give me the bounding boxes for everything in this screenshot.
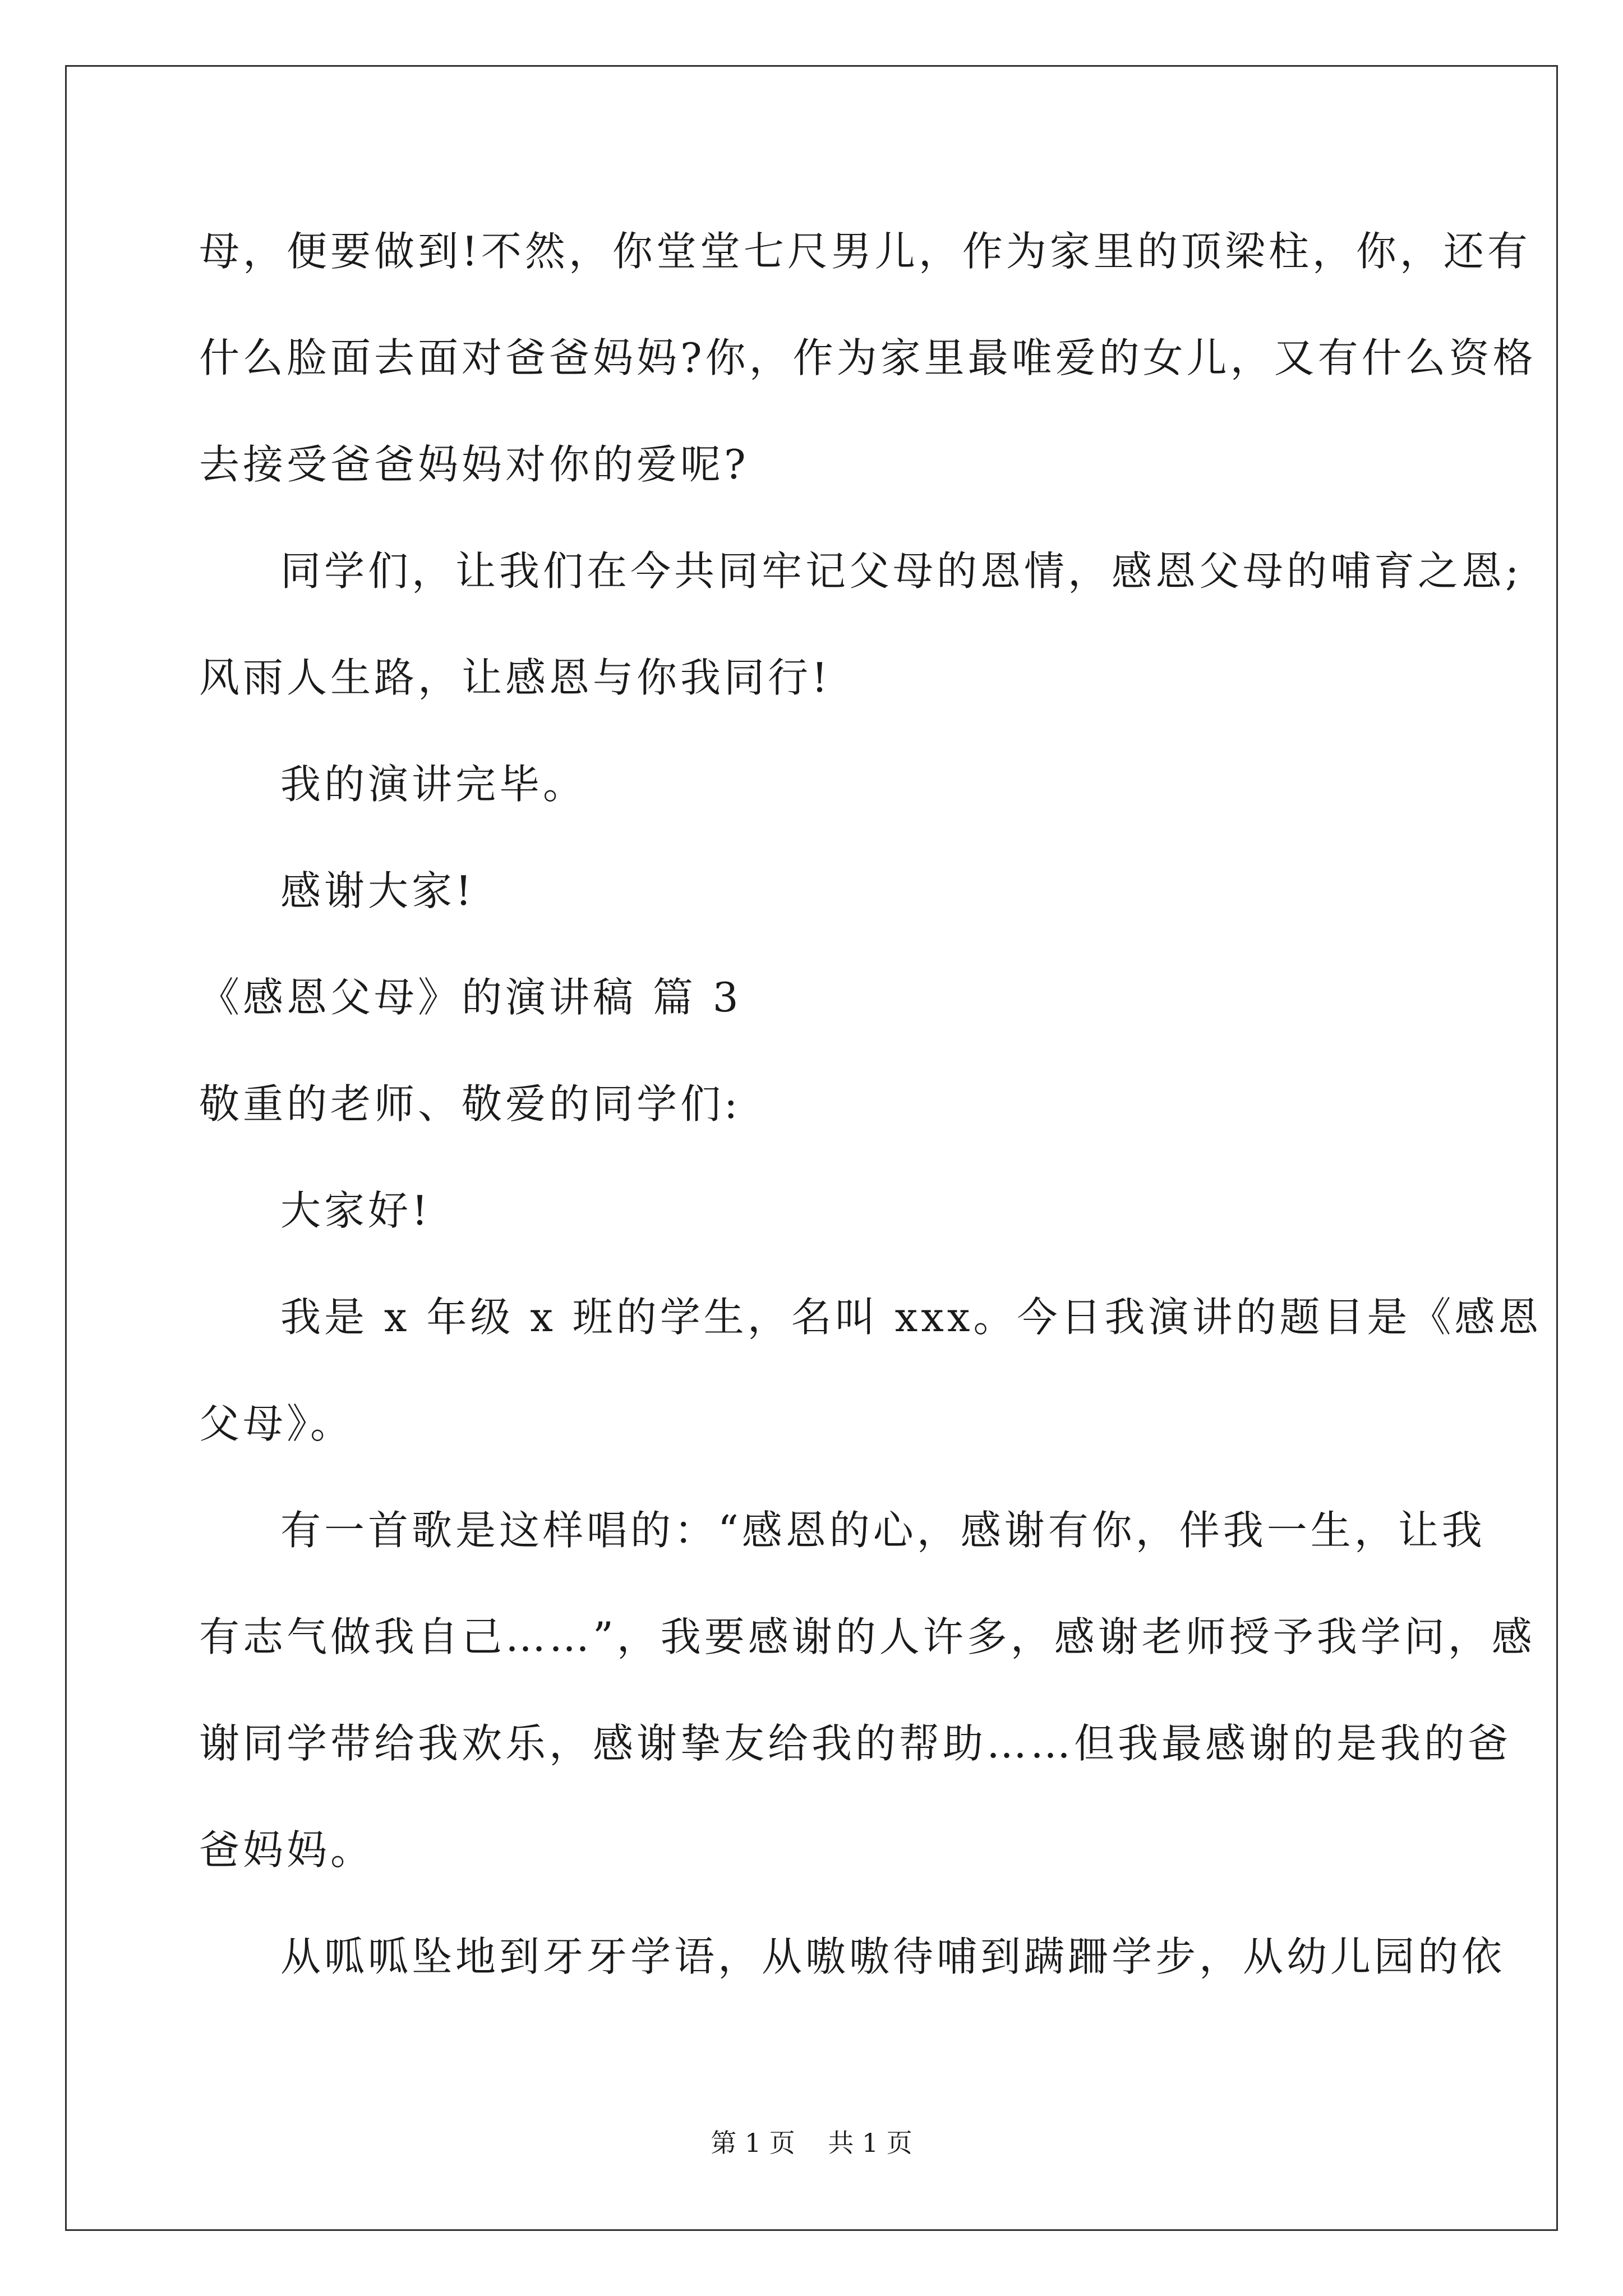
paragraph-start: 有一首歌是这样唱的：“感恩的心，感谢有你，伴我一生，让我 xyxy=(280,1507,1486,1554)
paragraph-start: 感谢大家! xyxy=(280,867,475,914)
paragraph-start: 我的演讲完毕。 xyxy=(280,761,587,808)
paragraph-start: 从呱呱坠地到牙牙学语，从嗷嗷待哺到蹒跚学步，从幼儿园的依 xyxy=(280,1933,1506,1980)
page-footer: 第 1 页 共 1 页 xyxy=(711,2128,912,2158)
text-line: 去接受爸爸妈妈对你的爱呢? xyxy=(199,441,749,488)
section-heading: 《感恩父母》的演讲稿 篇 3 xyxy=(199,974,742,1021)
page-border xyxy=(65,65,1558,2231)
text-line: 爸妈妈。 xyxy=(199,1826,375,1874)
text-line: 有志气做我自己……”，我要感谢的人许多，感谢老师授予我学问，感 xyxy=(199,1613,1536,1660)
text-line: 风雨人生路，让感恩与你我同行! xyxy=(199,654,831,701)
text-line: 谢同学带给我欢乐，感谢挚友给我的帮助……但我最感谢的是我的爸 xyxy=(199,1720,1512,1767)
paragraph-start: 大家好! xyxy=(280,1187,431,1234)
text-line: 母，便要做到!不然，你堂堂七尺男儿，作为家里的顶梁柱，你，还有 xyxy=(199,228,1531,275)
paragraph-start: 我是 x 年级 x 班的学生，名叫 xxx。今日我演讲的题目是《感恩 xyxy=(280,1294,1542,1341)
salutation: 敬重的老师、敬爱的同学们: xyxy=(199,1080,741,1128)
text-line: 什么脸面去面对爸爸妈妈?你，作为家里最唯爱的女儿，又有什么资格 xyxy=(199,334,1537,381)
paragraph-start: 同学们，让我们在今共同牢记父母的恩情，感恩父母的哺育之恩; xyxy=(280,547,1523,595)
text-line: 父母》。 xyxy=(199,1400,354,1447)
